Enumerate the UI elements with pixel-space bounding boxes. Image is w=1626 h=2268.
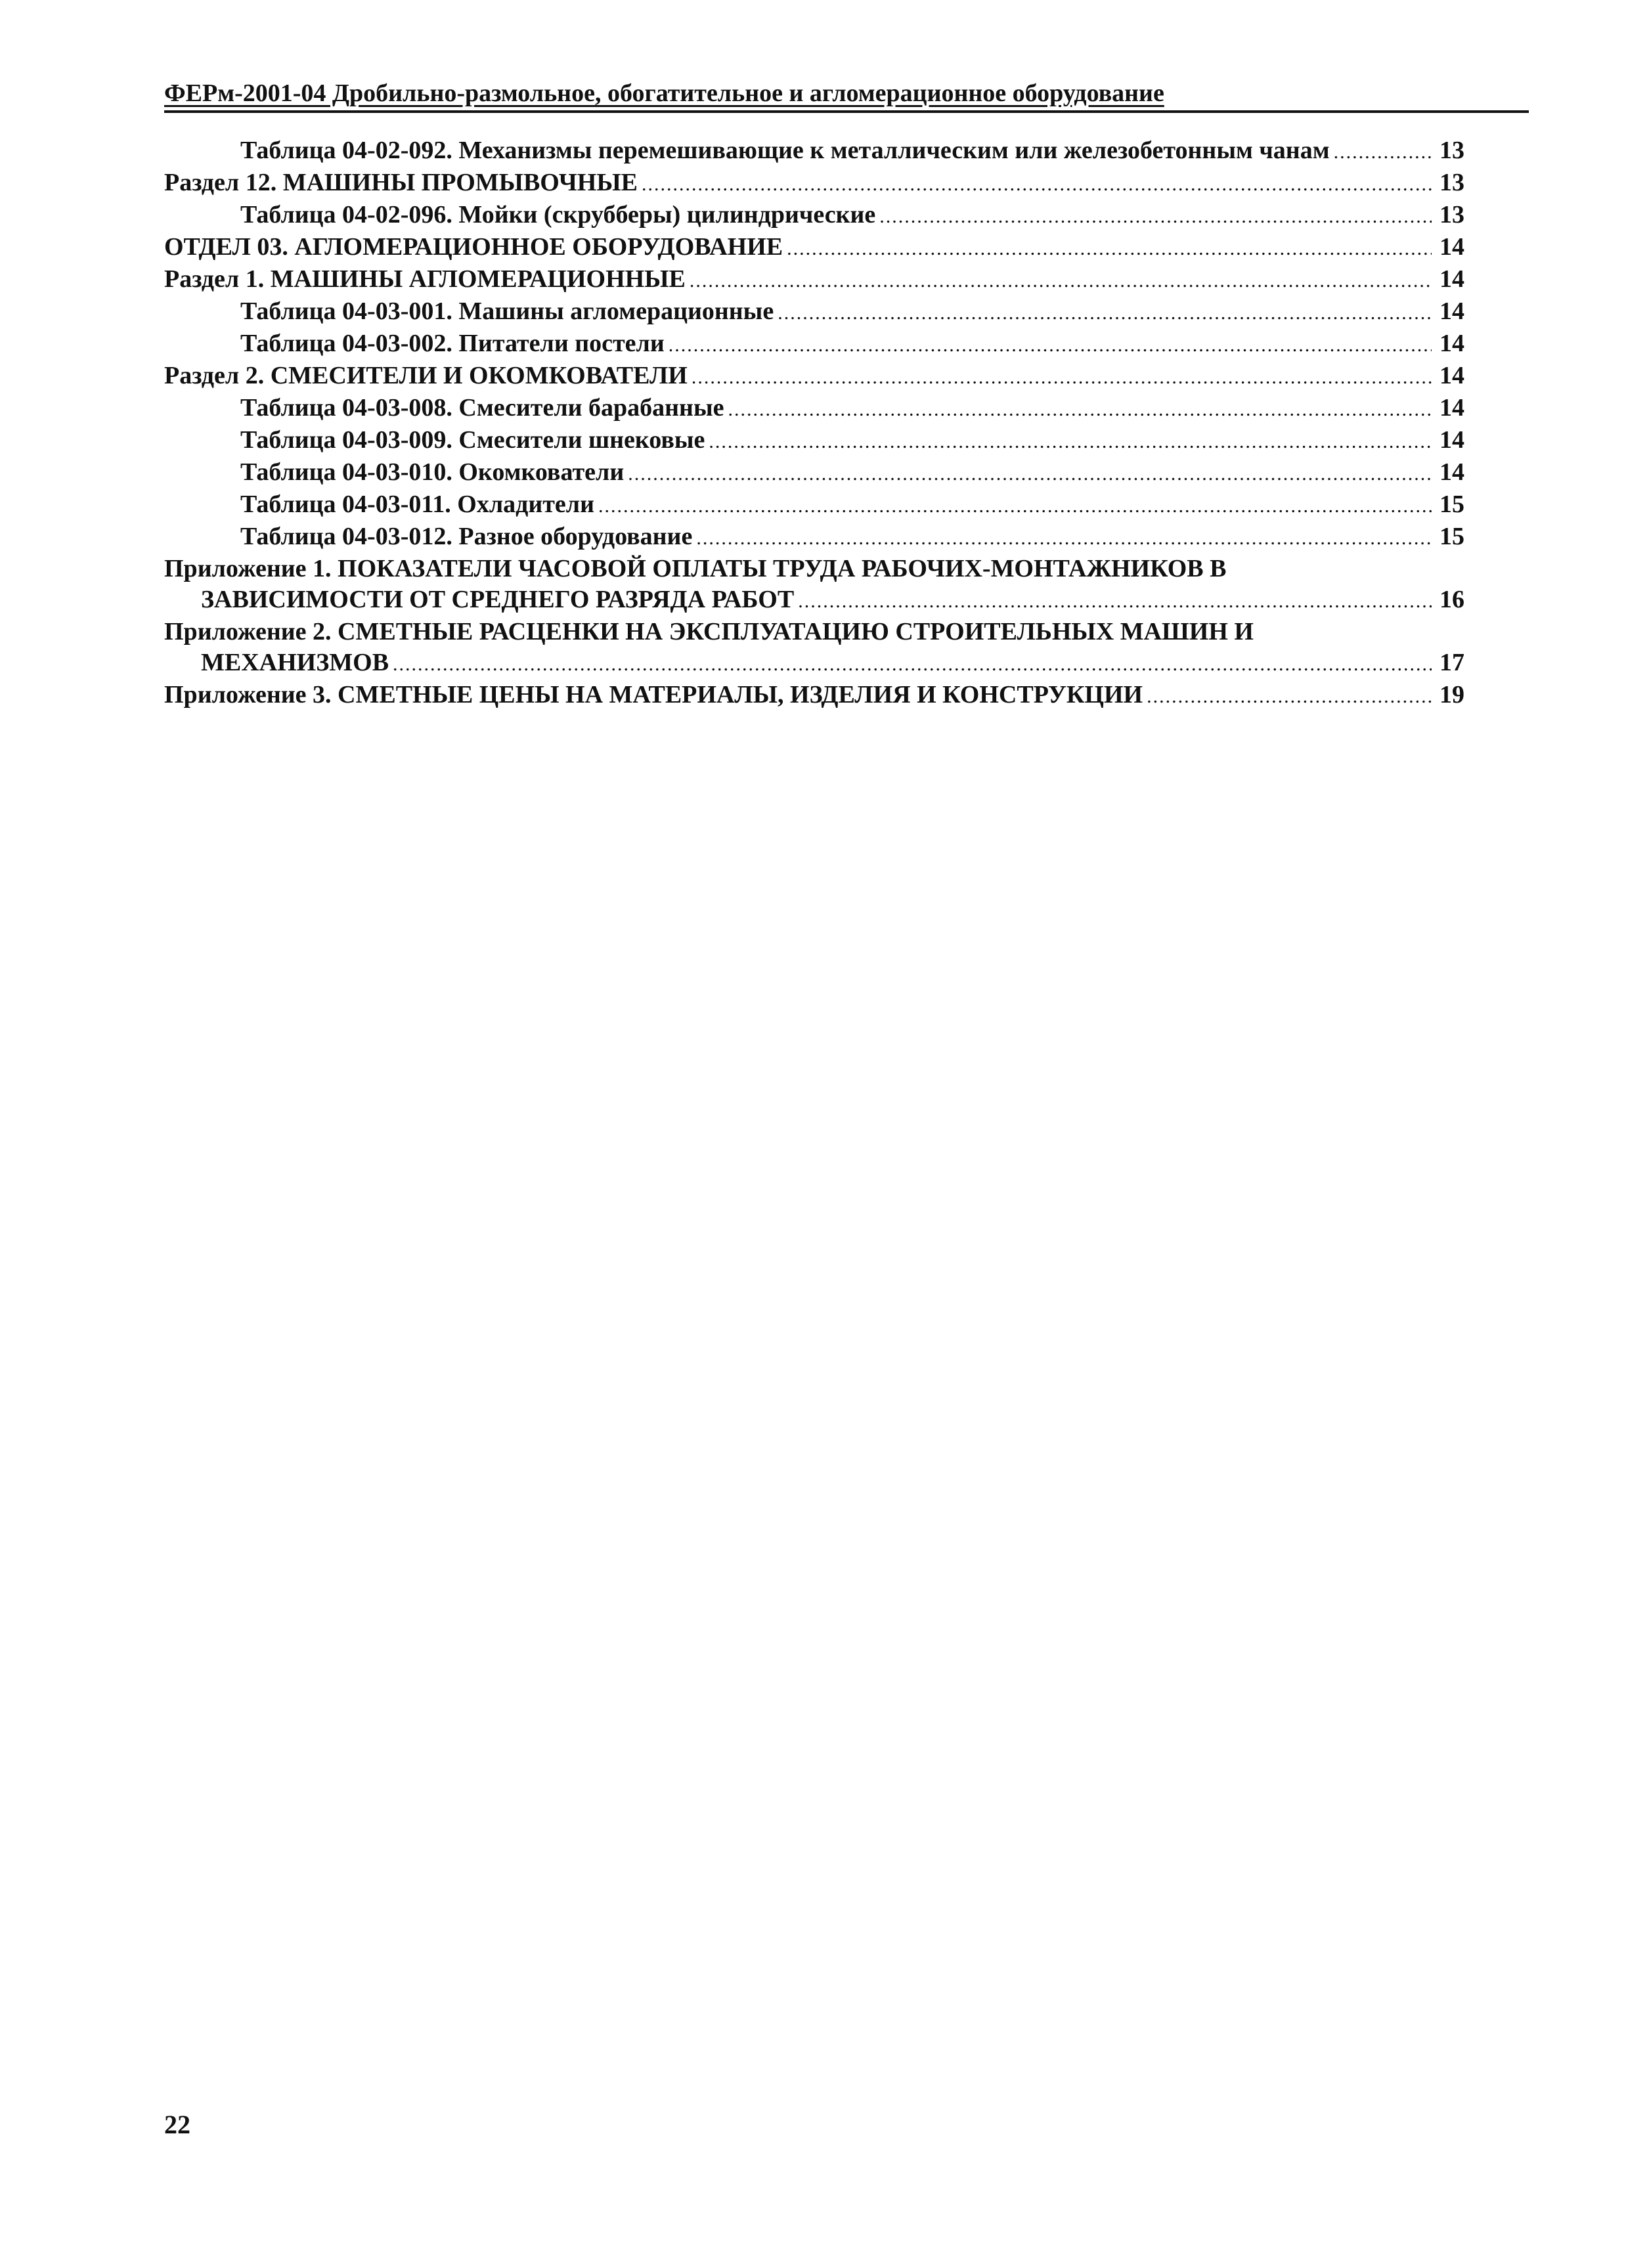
toc-entry-label: Таблица 04-02-096. Мойки (скрубберы) цилиндрические xyxy=(240,201,876,229)
toc-entry-label: Раздел 2. СМЕСИТЕЛИ И ОКОМКОВАТЕЛИ xyxy=(164,362,688,389)
appendix-page: 17 xyxy=(1439,649,1464,676)
toc-entry-label: Таблица 04-02-092. Механизмы перемешивающие к металлическим или железобетонным чанам xyxy=(240,137,1330,164)
dot-leader xyxy=(798,586,1432,617)
appendix-entry-line1[interactable] xyxy=(164,617,1464,647)
toc-entry[interactable] xyxy=(164,425,1464,457)
toc-entry-page: 14 xyxy=(1439,394,1464,422)
dot-leader xyxy=(696,523,1432,554)
appendix-label-line2: МЕХАНИЗМОВ xyxy=(201,649,389,676)
toc-entry-page: 14 xyxy=(1439,233,1464,261)
toc-entry[interactable] xyxy=(164,457,1464,489)
toc-entry[interactable] xyxy=(164,264,1464,296)
page-number: 22 xyxy=(164,2110,190,2139)
toc-entry-page: 15 xyxy=(1439,491,1464,518)
toc-entry[interactable] xyxy=(164,360,1464,393)
toc-entry-label: Таблица 04-03-008. Смесители барабанные xyxy=(240,394,724,422)
toc-entry-label: ОТДЕЛ 03. АГЛОМЕРАЦИОННОЕ ОБОРУДОВАНИЕ xyxy=(164,233,783,261)
appendix-label-line1: Приложение 2. СМЕТНЫЕ РАСЦЕНКИ НА ЭКСПЛУАТАЦИЮ СТРОИТЕЛЬНЫХ МАШИН И xyxy=(164,618,1254,645)
toc-entry[interactable] xyxy=(164,521,1464,554)
toc-entry-label: Таблица 04-03-011. Охладители xyxy=(240,491,595,518)
dot-leader xyxy=(778,297,1432,328)
dot-leader xyxy=(642,169,1432,200)
toc-entry[interactable] xyxy=(164,135,1464,167)
appendix-entry[interactable] xyxy=(164,680,1464,712)
toc-entry-page: 14 xyxy=(1439,330,1464,357)
dot-leader xyxy=(669,330,1432,360)
toc-entry-page: 14 xyxy=(1439,265,1464,293)
appendix-page: 19 xyxy=(1439,681,1464,709)
dot-leader xyxy=(598,491,1432,521)
appendix-entry-line1[interactable] xyxy=(164,554,1464,584)
dot-leader xyxy=(690,265,1432,296)
toc-entry-label: Таблица 04-03-009. Смесители шнековые xyxy=(240,426,705,454)
toc-entry-page: 13 xyxy=(1439,137,1464,164)
dot-leader xyxy=(787,233,1432,264)
dot-leader xyxy=(879,201,1432,232)
toc-entry-page: 13 xyxy=(1439,169,1464,196)
toc-entry[interactable] xyxy=(164,296,1464,328)
appendix-label-line2: ЗАВИСИМОСТИ ОТ СРЕДНЕГО РАЗРЯДА РАБОТ xyxy=(201,586,795,613)
toc-entry-page: 14 xyxy=(1439,458,1464,486)
dot-leader xyxy=(728,394,1432,425)
appendix-label-line1: Приложение 1. ПОКАЗАТЕЛИ ЧАСОВОЙ ОПЛАТЫ ТРУДА РАБОЧИХ-МОНТАЖНИКОВ В xyxy=(164,555,1227,582)
toc-entry[interactable] xyxy=(164,489,1464,521)
toc-entry-label: Раздел 12. МАШИНЫ ПРОМЫВОЧНЫЕ xyxy=(164,169,638,196)
toc-entry[interactable] xyxy=(164,200,1464,232)
dot-leader xyxy=(709,426,1432,457)
toc-entry-page: 14 xyxy=(1439,297,1464,325)
dot-leader xyxy=(628,458,1432,489)
header-title: ФЕРм-2001-04 Дробильно-размольное, обогатительное и агломерационное оборудование xyxy=(164,79,1164,107)
toc-entry-page: 14 xyxy=(1439,362,1464,389)
toc-entry-page: 13 xyxy=(1439,201,1464,229)
toc-entry-page: 15 xyxy=(1439,523,1464,550)
dot-leader xyxy=(692,362,1432,393)
appendix-page: 16 xyxy=(1439,586,1464,613)
dot-leader xyxy=(393,649,1432,680)
table-of-contents xyxy=(164,135,1464,712)
appendix-label: Приложение 3. СМЕТНЫЕ ЦЕНЫ НА МАТЕРИАЛЫ, ИЗДЕЛИЯ И КОНСТРУКЦИИ xyxy=(164,681,1143,709)
toc-entry[interactable] xyxy=(164,393,1464,425)
running-header xyxy=(164,77,1529,113)
appendix-entry-line2[interactable] xyxy=(164,584,1464,617)
dot-leader xyxy=(1334,137,1432,167)
toc-entry[interactable] xyxy=(164,167,1464,200)
toc-entry[interactable] xyxy=(164,232,1464,264)
toc-entry[interactable] xyxy=(164,328,1464,360)
dot-leader xyxy=(1147,681,1432,712)
appendix-entry-line2[interactable] xyxy=(164,647,1464,680)
toc-entry-page: 14 xyxy=(1439,426,1464,454)
toc-entry-label: Таблица 04-03-002. Питатели постели xyxy=(240,330,665,357)
toc-entry-label: Раздел 1. МАШИНЫ АГЛОМЕРАЦИОННЫЕ xyxy=(164,265,686,293)
toc-entry-label: Таблица 04-03-012. Разное оборудование xyxy=(240,523,693,550)
toc-entry-label: Таблица 04-03-001. Машины агломерационные xyxy=(240,297,774,325)
toc-entry-label: Таблица 04-03-010. Окомкователи xyxy=(240,458,625,486)
